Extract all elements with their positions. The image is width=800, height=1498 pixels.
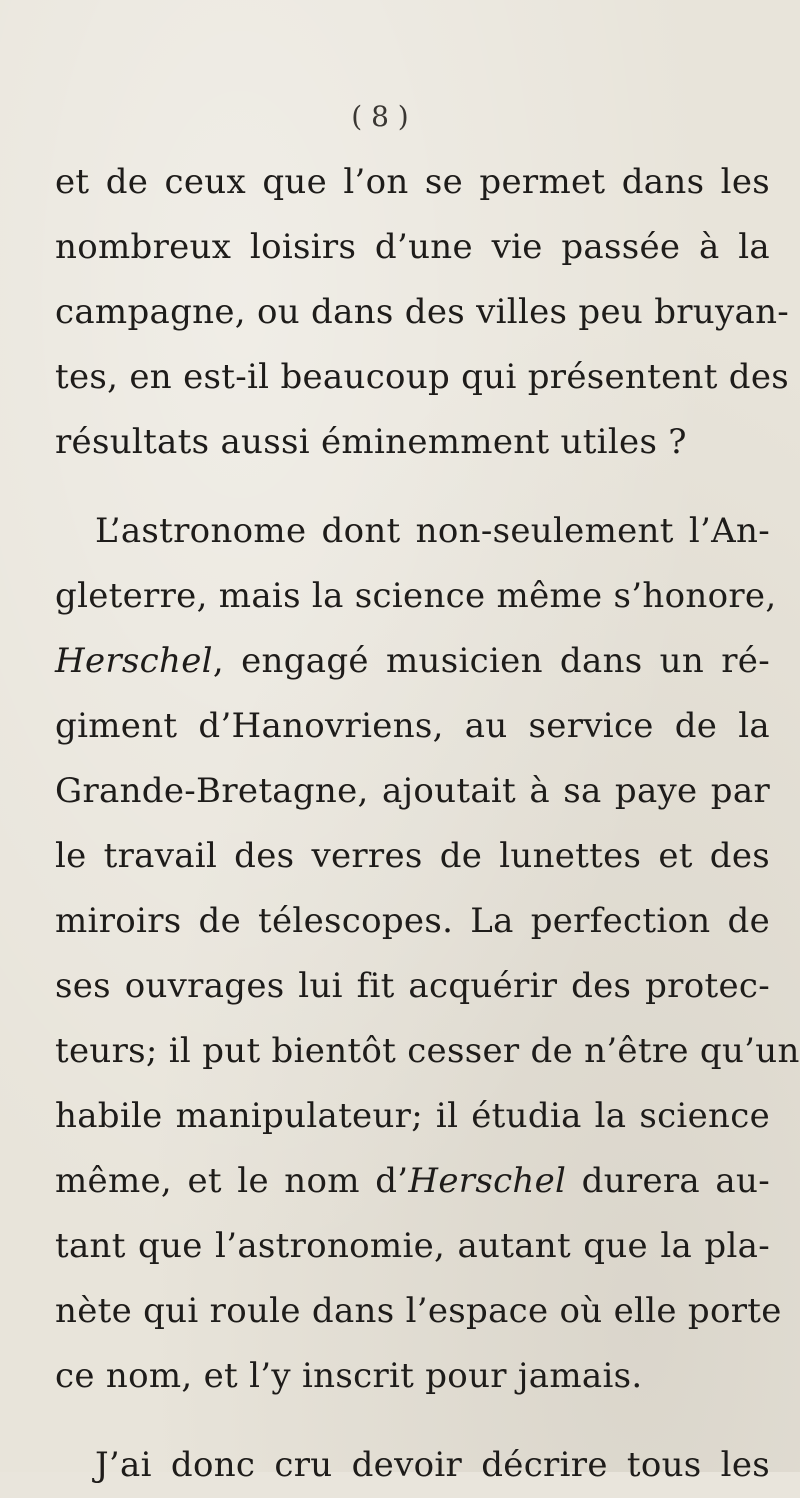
- text-line: résultats aussi éminemment utiles ?: [55, 422, 687, 462]
- text-line: Grande-Bretagne, ajoutait à sa paye par: [55, 771, 770, 811]
- text-line: L’astronome dont non-seulement l’An-: [95, 511, 770, 551]
- paragraph-3: [55, 1433, 770, 1498]
- text-line: le travail des verres de lunettes et des: [55, 836, 770, 876]
- text-line: J’ai donc cru devoir décrire tous les: [95, 1445, 770, 1485]
- body-text: [55, 150, 800, 1498]
- text-line: gleterre, mais la science même s’honore,: [55, 576, 777, 616]
- text-line: Herschel, engagé musicien dans un ré-: [55, 641, 770, 681]
- text-line: miroirs de télescopes. La perfection de: [55, 901, 770, 941]
- text-line: tant que l’astronomie, autant que la pla-: [55, 1226, 770, 1266]
- text-line: même, et le nom d’Herschel durera au-: [55, 1161, 770, 1201]
- page-number: ( 8 ): [351, 100, 409, 133]
- text-line: tes, en est-il beaucoup qui présentent des: [55, 357, 790, 397]
- text-line: nombreux loisirs d’une vie passée à la: [55, 227, 770, 267]
- text-line: habile manipulateur; il étudia la science: [55, 1096, 770, 1136]
- paragraph-2: [55, 499, 800, 1409]
- text-line: ce nom, et l’y inscrit pour jamais.: [55, 1356, 643, 1396]
- text-line: giment d’Hanovriens, au service de la: [55, 706, 770, 746]
- text-line: nète qui roule dans l’espace où elle porte: [55, 1291, 782, 1331]
- paragraph-1: [55, 150, 790, 475]
- text-line: ses ouvrages lui fit acquérir des protec-: [55, 966, 770, 1006]
- text-line: teurs; il put bientôt cesser de n’être qu’un: [55, 1031, 800, 1071]
- text-line: campagne, ou dans des villes peu bruyan-: [55, 292, 790, 332]
- text-line: et de ceux que l’on se permet dans les: [55, 162, 770, 202]
